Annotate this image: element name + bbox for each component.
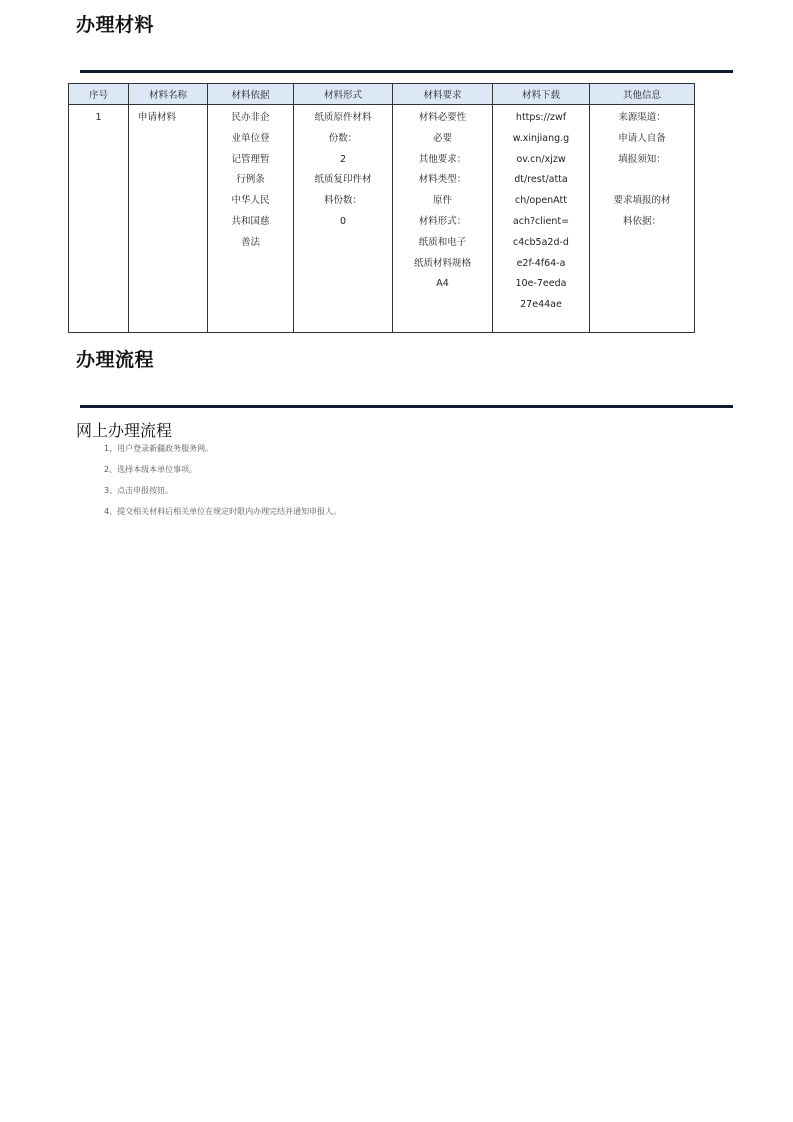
download-link-line[interactable]: ach?client= bbox=[512, 215, 570, 227]
section-divider bbox=[80, 70, 733, 73]
cell-form bbox=[294, 105, 393, 333]
materials-table bbox=[68, 83, 695, 333]
download-link-line[interactable]: ch/openAtt bbox=[515, 195, 567, 207]
download-link-line[interactable]: w.xinjiang.g bbox=[512, 132, 570, 144]
cell-line: 材料形式： bbox=[418, 215, 467, 227]
process-step: 2、选择本级本单位事项。 bbox=[104, 465, 198, 474]
cell-name bbox=[129, 105, 208, 333]
column-header-basis: 材料依据 bbox=[208, 84, 294, 105]
column-header-name: 材料名称 bbox=[129, 84, 208, 105]
cell-line: 原件 bbox=[432, 195, 452, 207]
cell-line: 1 bbox=[95, 112, 102, 123]
cell-index bbox=[69, 105, 129, 333]
cell-line: 填报须知： bbox=[618, 153, 666, 165]
download-link-line[interactable]: dt/rest/atta bbox=[514, 174, 568, 186]
cell-line: 材料必要性 bbox=[418, 112, 467, 123]
cell-line: 纸质材料规格 bbox=[413, 257, 471, 269]
cell-line: 善法 bbox=[240, 236, 260, 248]
download-link-line[interactable]: 27e44ae bbox=[520, 299, 562, 311]
cell-line: 记管理暂 bbox=[231, 153, 270, 165]
cell-line: 料依据： bbox=[622, 215, 661, 227]
cell-basis bbox=[208, 105, 294, 333]
process-section-title: 办理流程 bbox=[76, 349, 155, 371]
cell-line: 申请人自备 bbox=[618, 132, 666, 144]
cell-line: 料份数： bbox=[323, 195, 362, 207]
download-link-line[interactable]: 10e-7eeda bbox=[515, 278, 567, 290]
cell-other bbox=[590, 105, 695, 333]
cell-line: 份数： bbox=[328, 132, 358, 144]
cell-line: 纸质和电子 bbox=[418, 236, 467, 248]
cell-line: 来源渠道： bbox=[618, 112, 666, 123]
cell-line: A4 bbox=[436, 278, 449, 290]
cell-line: 民办非企 bbox=[231, 112, 270, 123]
process-step: 3、点击申报按钮。 bbox=[104, 486, 174, 495]
cell-line: 行例条 bbox=[236, 174, 265, 186]
section-divider bbox=[80, 405, 733, 408]
download-link-line[interactable]: e2f-4f64-a bbox=[516, 257, 566, 269]
process-step: 1、用户登录新疆政务服务网。 bbox=[104, 444, 214, 453]
process-step: 4、提交相关材料后相关单位在规定时限内办理完结并通知申报人。 bbox=[104, 507, 342, 516]
column-header-download: 材料下载 bbox=[493, 84, 590, 105]
cell-line: 中华人民 bbox=[231, 195, 270, 207]
cell-requirements bbox=[393, 105, 493, 333]
cell-line: 2 bbox=[339, 153, 347, 165]
cell-line: 必要 bbox=[432, 132, 452, 144]
cell-line: 纸质原件材料 bbox=[314, 112, 372, 123]
table-row bbox=[69, 105, 695, 333]
cell-line-blank bbox=[592, 170, 692, 191]
column-header-requirements: 材料要求 bbox=[393, 84, 493, 105]
cell-line: 其他要求： bbox=[418, 153, 467, 165]
cell-line: 纸质复印件材 bbox=[314, 174, 372, 186]
download-link-line[interactable]: ov.cn/xjzw bbox=[516, 153, 566, 165]
cell-line: 共和国慈 bbox=[231, 215, 270, 227]
cell-download[interactable] bbox=[493, 105, 590, 333]
online-process-title: 网上办理流程 bbox=[76, 421, 173, 440]
cell-line: 要求填报的材 bbox=[613, 195, 671, 207]
download-link-line[interactable]: https://zwf bbox=[515, 112, 567, 123]
cell-line: 材料类型： bbox=[418, 174, 467, 186]
materials-section-title: 办理材料 bbox=[76, 14, 155, 36]
cell-line: 申请材料 bbox=[138, 112, 177, 123]
download-link-line[interactable]: c4cb5a2d-d bbox=[513, 236, 569, 248]
cell-line: 0 bbox=[339, 215, 347, 227]
table-header-row bbox=[69, 84, 695, 105]
column-header-other: 其他信息 bbox=[590, 84, 695, 105]
cell-line: 业单位登 bbox=[231, 132, 270, 144]
process-steps-list bbox=[104, 441, 341, 525]
column-header-form: 材料形式 bbox=[294, 84, 393, 105]
column-header-index: 序号 bbox=[69, 84, 129, 105]
